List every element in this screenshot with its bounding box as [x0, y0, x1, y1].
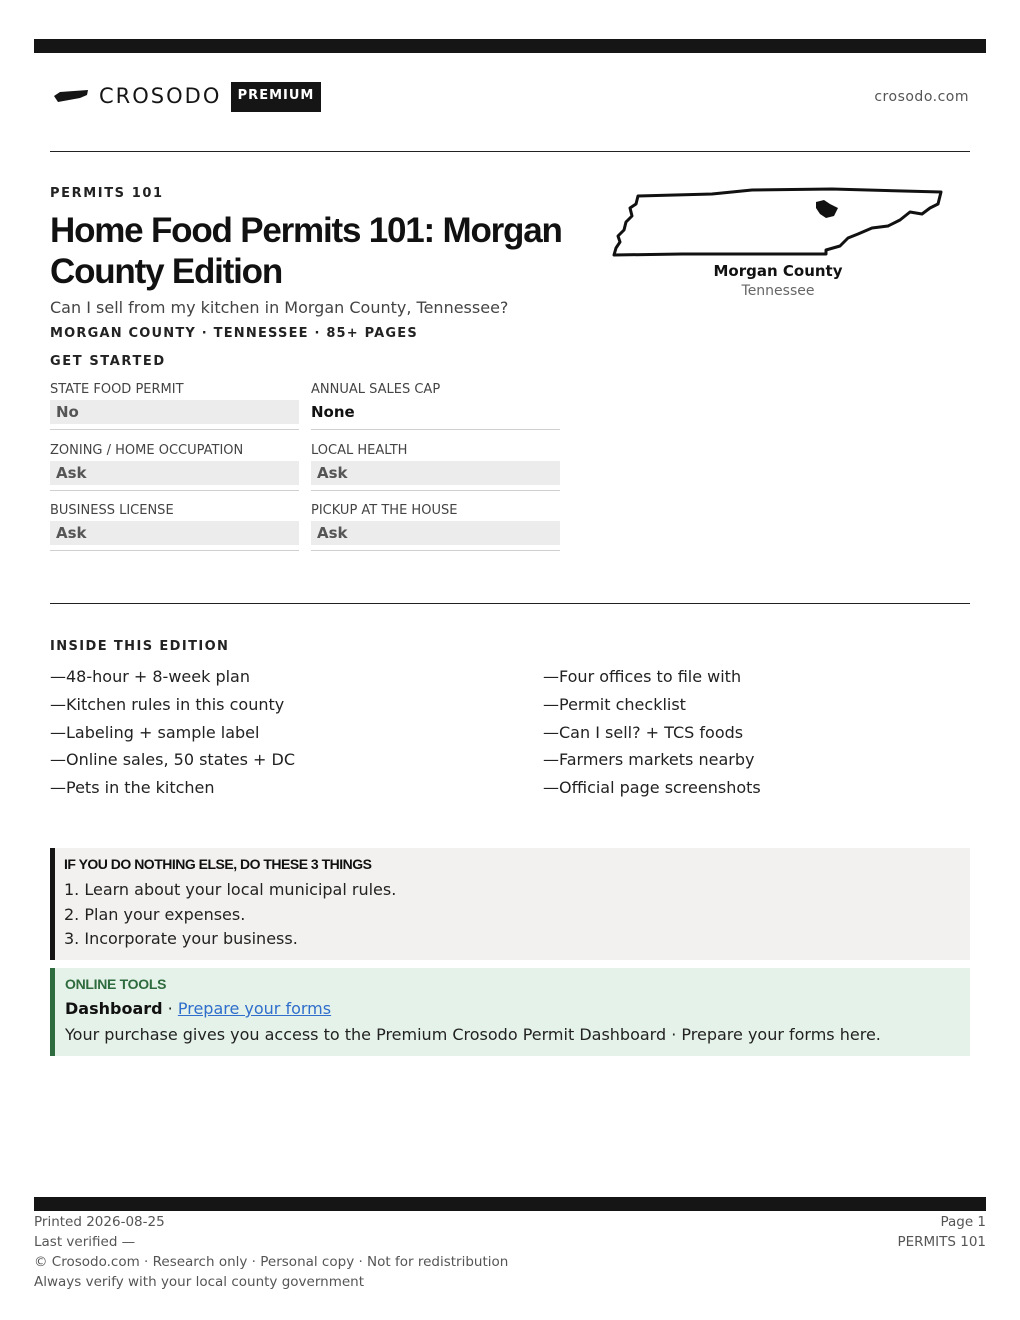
- fact-divider: [50, 550, 299, 551]
- inside-list-right: [543, 663, 761, 802]
- section-kicker: PERMITS 101: [50, 186, 164, 201]
- fact-value: None: [311, 403, 355, 421]
- list-item: —Four offices to file with: [543, 667, 742, 686]
- verify-note: Always verify with your local county government: [34, 1274, 364, 1290]
- fact-zoning: [50, 441, 299, 491]
- callout-heading: IF YOU DO NOTHING ELSE, DO THESE 3 THINGS: [64, 856, 372, 872]
- fact-value: Ask: [311, 521, 560, 545]
- logo-mark-icon: [54, 89, 88, 103]
- prepare-forms-link[interactable]: Prepare your forms: [177, 999, 332, 1018]
- copyright: © Crosodo.com · Research only · Personal copy · Not for redistribution: [34, 1254, 509, 1270]
- fact-label: STATE FOOD PERMIT: [50, 382, 184, 397]
- fact-label: ZONING / HOME OCCUPATION: [50, 443, 244, 458]
- edition-meta: MORGAN COUNTY · TENNESSEE · 85+ PAGES: [50, 326, 418, 341]
- fact-divider: [311, 429, 560, 430]
- brand-name: CROSODO: [99, 84, 222, 108]
- fact-state-food-permit: [50, 380, 299, 430]
- page-subtitle: Can I sell from my kitchen in Morgan County, Tennessee?: [50, 298, 509, 317]
- list-item: —Official page screenshots: [543, 778, 761, 798]
- footer-right: [897, 1212, 986, 1252]
- fact-value: Ask: [311, 461, 560, 485]
- bottom-bar: [34, 1197, 986, 1211]
- fact-business-license: [50, 501, 299, 551]
- list-item: —Permit checklist: [543, 694, 686, 714]
- list-item: —Online sales, 50 states + DC: [50, 750, 296, 770]
- list-item: —48-hour + 8-week plan: [50, 667, 250, 686]
- list-item: —Labeling + sample label: [50, 722, 260, 742]
- printed-date: Printed 2026-08-25: [34, 1214, 165, 1230]
- list-item: 1. Learn about your local municipal rules.: [64, 880, 397, 899]
- online-tools-callout: [50, 968, 970, 1056]
- map-county-name: Morgan County: [713, 262, 843, 280]
- three-things-callout: [50, 848, 970, 960]
- inside-list-left: [50, 663, 295, 802]
- fact-label: BUSINESS LICENSE: [50, 503, 174, 518]
- fact-label: PICKUP AT THE HOUSE: [311, 503, 458, 518]
- header: [50, 82, 970, 112]
- fact-label: ANNUAL SALES CAP: [311, 382, 441, 397]
- fact-value: Ask: [50, 521, 299, 545]
- list-item: —Pets in the kitchen: [50, 778, 215, 798]
- fact-label: LOCAL HEALTH: [311, 443, 408, 458]
- header-divider: [50, 151, 970, 152]
- map-state-name: Tennessee: [741, 283, 815, 299]
- fact-divider: [311, 490, 560, 491]
- get-started-heading: GET STARTED: [50, 354, 166, 369]
- fact-divider: [50, 429, 299, 430]
- state-map: [612, 186, 944, 306]
- list-item: 3. Incorporate your business.: [64, 929, 298, 948]
- page-number: Page 1: [940, 1214, 986, 1230]
- fact-value: No: [50, 400, 299, 424]
- footer-section: PERMITS 101: [897, 1234, 986, 1250]
- dashboard-label: Dashboard: [65, 999, 163, 1018]
- list-item: —Can I sell? + TCS foods: [543, 722, 744, 742]
- top-bar: [34, 39, 986, 53]
- list-item: —Kitchen rules in this county: [50, 694, 285, 714]
- callout-list: [64, 878, 396, 952]
- fact-value: Ask: [50, 461, 299, 485]
- fact-pickup: [311, 501, 560, 551]
- list-item: —Farmers markets nearby: [543, 750, 755, 770]
- tennessee-outline: [612, 186, 944, 260]
- fact-annual-sales-cap: [311, 380, 560, 430]
- footer-left: [34, 1212, 508, 1292]
- last-verified: Last verified —: [34, 1234, 136, 1250]
- site-url[interactable]: crosodo.com: [874, 89, 969, 105]
- county-marker-icon: [816, 200, 838, 218]
- online-tools-description: Your purchase gives you access to the Premium Crosodo Permit Dashboard · Prepare your forms here.: [65, 1025, 881, 1044]
- inside-heading: INSIDE THIS EDITION: [50, 639, 230, 654]
- online-tools-heading: ONLINE TOOLS: [65, 976, 167, 992]
- list-item: 2. Plan your expenses.: [64, 904, 246, 924]
- fact-local-health: [311, 441, 560, 491]
- section-divider: [50, 603, 970, 604]
- premium-badge: PREMIUM: [231, 82, 321, 112]
- online-tools-links: [65, 999, 331, 1018]
- page-title: Home Food Permits 101: Morgan County Edition: [50, 211, 562, 291]
- fact-divider: [311, 550, 560, 551]
- fact-divider: [50, 490, 299, 491]
- separator: ·: [162, 999, 178, 1018]
